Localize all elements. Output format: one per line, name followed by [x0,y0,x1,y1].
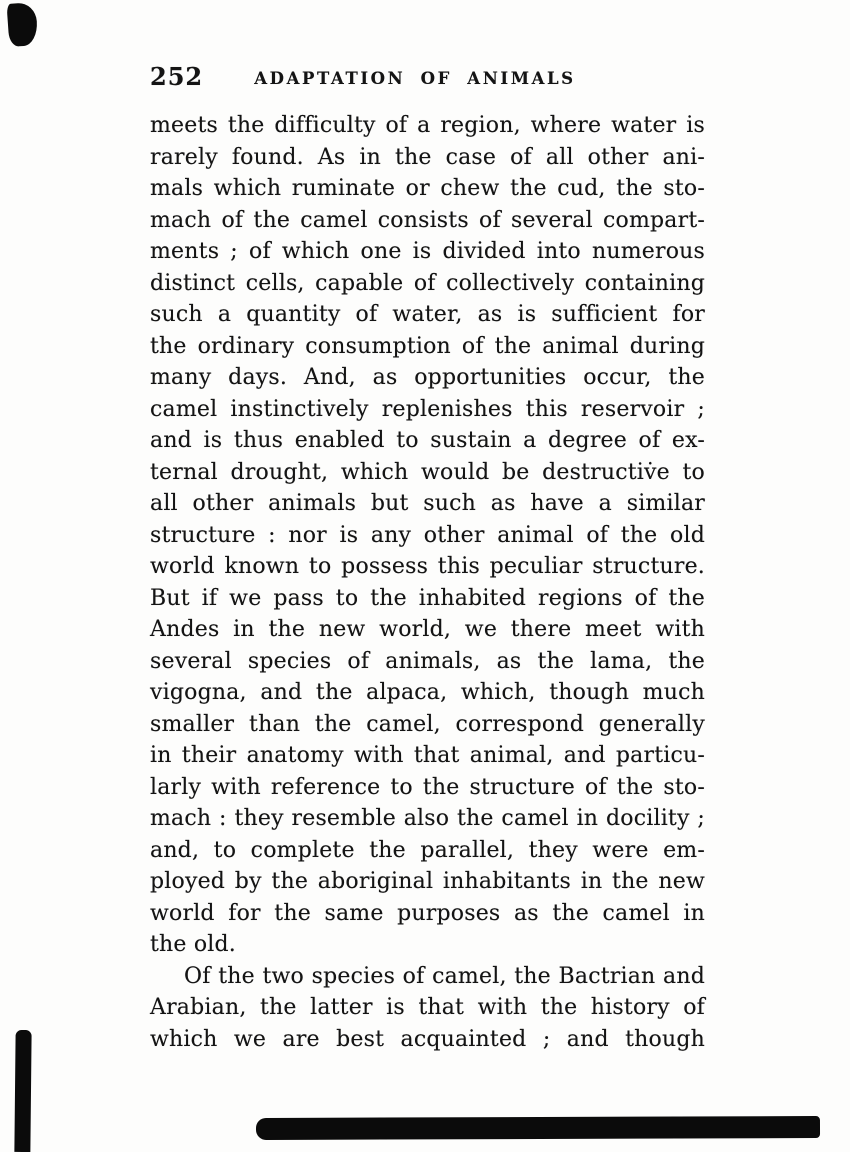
body-text [150,110,705,1055]
text-line: several species of animals, as the lama, the [150,648,705,674]
text-line: mals which ruminate or chew the cud, the sto- [150,176,705,201]
text-line: world for the same purposes as the camel in [150,900,705,926]
text-line: Of the two species of camel, the Bactrian and [184,963,705,989]
text-line: all other animals but such as have a similar [150,491,705,516]
text-line: and is thus enabled to sustain a degree of ex- [150,428,705,453]
page-header [150,64,705,94]
page-number: 252 [150,62,204,91]
text-line: meets the difficulty of a region, where water is [150,113,705,138]
text-line: ternal drought, which would be destructiv̇e to [150,459,705,485]
text-line: the ordinary consumption of the animal during [150,333,705,359]
text-line: such a quantity of water, as is sufficient for [150,302,705,327]
scan-artifact-bottom-bar [256,1116,820,1140]
scan-artifact-top-left [7,2,39,47]
text-line: vigogna, and the alpaca, which, though much [150,680,705,705]
text-line: ployed by the aboriginal inhabitants in the new [150,869,705,894]
text-line: distinct cells, capable of collectively containing [150,270,705,296]
running-title: ADAPTATION OF ANIMALS [254,69,576,88]
text-line: rarely found. As in the case of all other ani- [150,144,705,170]
text-line: Andes in the new world, we there meet with [150,617,705,642]
text-line: which we are best acquainted ; and though [150,1026,705,1052]
text-line: mach : they resemble also the camel in docility ; [150,806,705,831]
text-line: and, to complete the parallel, they were em- [150,837,705,863]
text-line: in their anatomy with that animal, and particu- [150,743,705,768]
text-line: But if we pass to the inhabited regions of the [150,585,705,611]
text-line: ments ; of which one is divided into numerous [150,239,705,264]
text-line: many days. And, as opportunities occur, the [150,365,705,390]
text-line: Arabian, the latter is that with the history of [150,995,705,1020]
text-line: world known to possess this peculiar structure. [150,554,705,579]
text-line: mach of the camel consists of several compart- [150,207,705,233]
text-line: camel instinctively replenishes this reservoir ; [150,396,705,422]
text-line: the old. [150,932,236,957]
text-line: larly with reference to the structure of the sto- [150,774,705,800]
text-line: smaller than the camel, correspond generally [150,711,705,737]
text-line: structure : nor is any other animal of the old [150,522,705,548]
scan-artifact-bottom-left [14,1030,31,1152]
